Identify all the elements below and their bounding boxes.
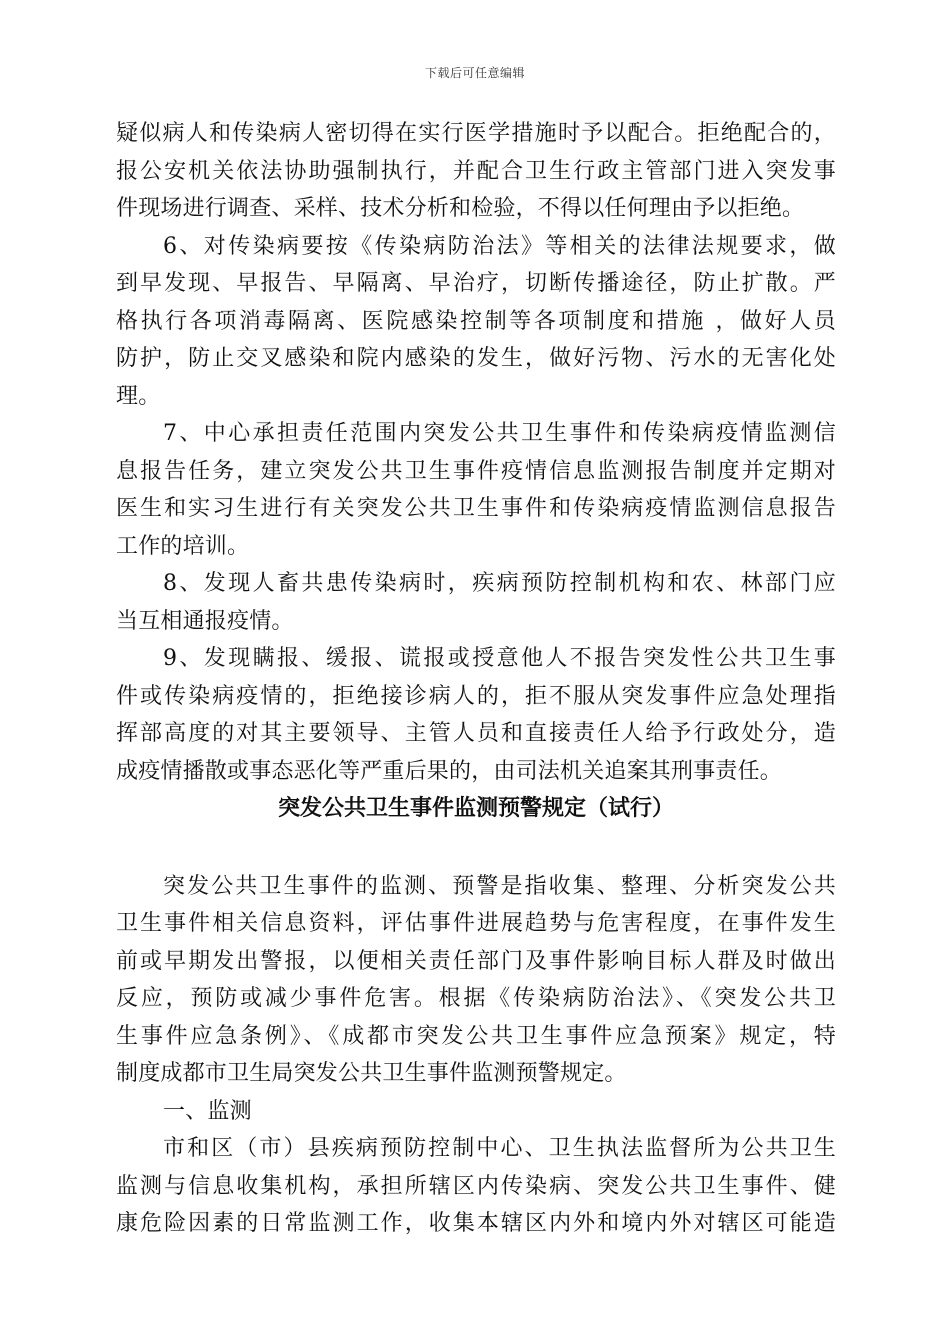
text-line: 件或传染病疫情的，拒绝接诊病人的，拒不服从突发事件应急处理指 [116,683,836,709]
page-header: 下载后可任意编辑 [424,66,525,80]
text-line: 件现场进行调查、采样、技术分析和检验，不得以任何理由予以拒绝。 [116,196,805,221]
section-title: 突发公共卫生事件监测预警规定（试行） [277,796,674,821]
text-line: 市和区（市）县疾病预防控制中心、卫生执法监督所为公共卫生 [163,1136,836,1161]
text-line: 前或早期发出警报，以便相关责任部门及事件影响目标人群及时做出 [116,948,836,974]
text-line: 监测与信息收集机构，承担所辖区内传染病、突发公共卫生事件、健 [116,1173,836,1199]
text-line: 一、监测 [163,1098,252,1124]
text-line: 理。 [116,383,161,409]
text-line: 康危险因素的日常监测工作，收集本辖区内外和境内外对辖区可能造 [116,1211,836,1236]
body-part-1 [116,115,836,790]
text-line: 息报告任务，建立突发公共卫生事件疫情信息监测报告制度并定期对 [116,458,836,484]
text-line: 6、对传染病要按《传染病防治法》等相关的法律法规要求，做 [163,233,836,259]
text-line: 挥部高度的对其主要领导、主管人员和直接责任人给予行政处分，造 [116,721,836,746]
document-body [116,115,836,1243]
section-gap [116,828,836,868]
text-line: 医生和实习生进行有关突发公共卫生事件和传染病疫情监测信息报告 [116,496,836,521]
text-line: 报公安机关依法协助强制执行，并配合卫生行政主管部门进入突发事 [116,158,836,184]
text-line: 工作的培训。 [116,533,250,559]
text-line: 制度成都市卫生局突发公共卫生事件监测预警规定。 [116,1061,627,1086]
text-line: 成疫情播散或事态恶化等严重后果的，由司法机关追案其刑事责任。 [116,758,783,784]
text-line: 突发公共卫生事件的监测、预警是指收集、整理、分析突发公共 [163,873,836,899]
text-line: 格执行各项消毒隔离、医院感染控制等各项制度和措施 ，做好人员 [116,308,836,334]
body-part-2 [116,868,836,1243]
text-line: 疑似病人和传染病人密切得在实行医学措施时予以配合。拒绝配合的， [116,121,836,146]
text-line: 卫生事件相关信息资料，评估事件进展趋势与危害程度，在事件发生 [116,911,836,936]
text-line: 生事件应急条例》、《成都市突发公共卫生事件应急预案》规定，特 [116,1023,836,1049]
text-line: 7、中心承担责任范围内突发公共卫生事件和传染病疫情监测信 [163,421,836,446]
text-line: 到早发现、早报告、早隔离、早治疗，切断传播途径，防止扩散。严 [116,271,836,296]
text-line: 9、发现瞒报、缓报、谎报或授意他人不报告突发性公共卫生事 [163,646,836,671]
text-line: 反应，预防或减少事件危害。根据《传染病防治法》、《突发公共卫 [116,986,836,1011]
text-line: 当互相通报疫情。 [116,608,294,634]
text-line: 8、发现人畜共患传染病时，疾病预防控制机构和农、林部门应 [163,571,836,596]
text-line: 防护，防止交叉感染和院内感染的发生，做好污物、污水的无害化处 [116,346,836,371]
